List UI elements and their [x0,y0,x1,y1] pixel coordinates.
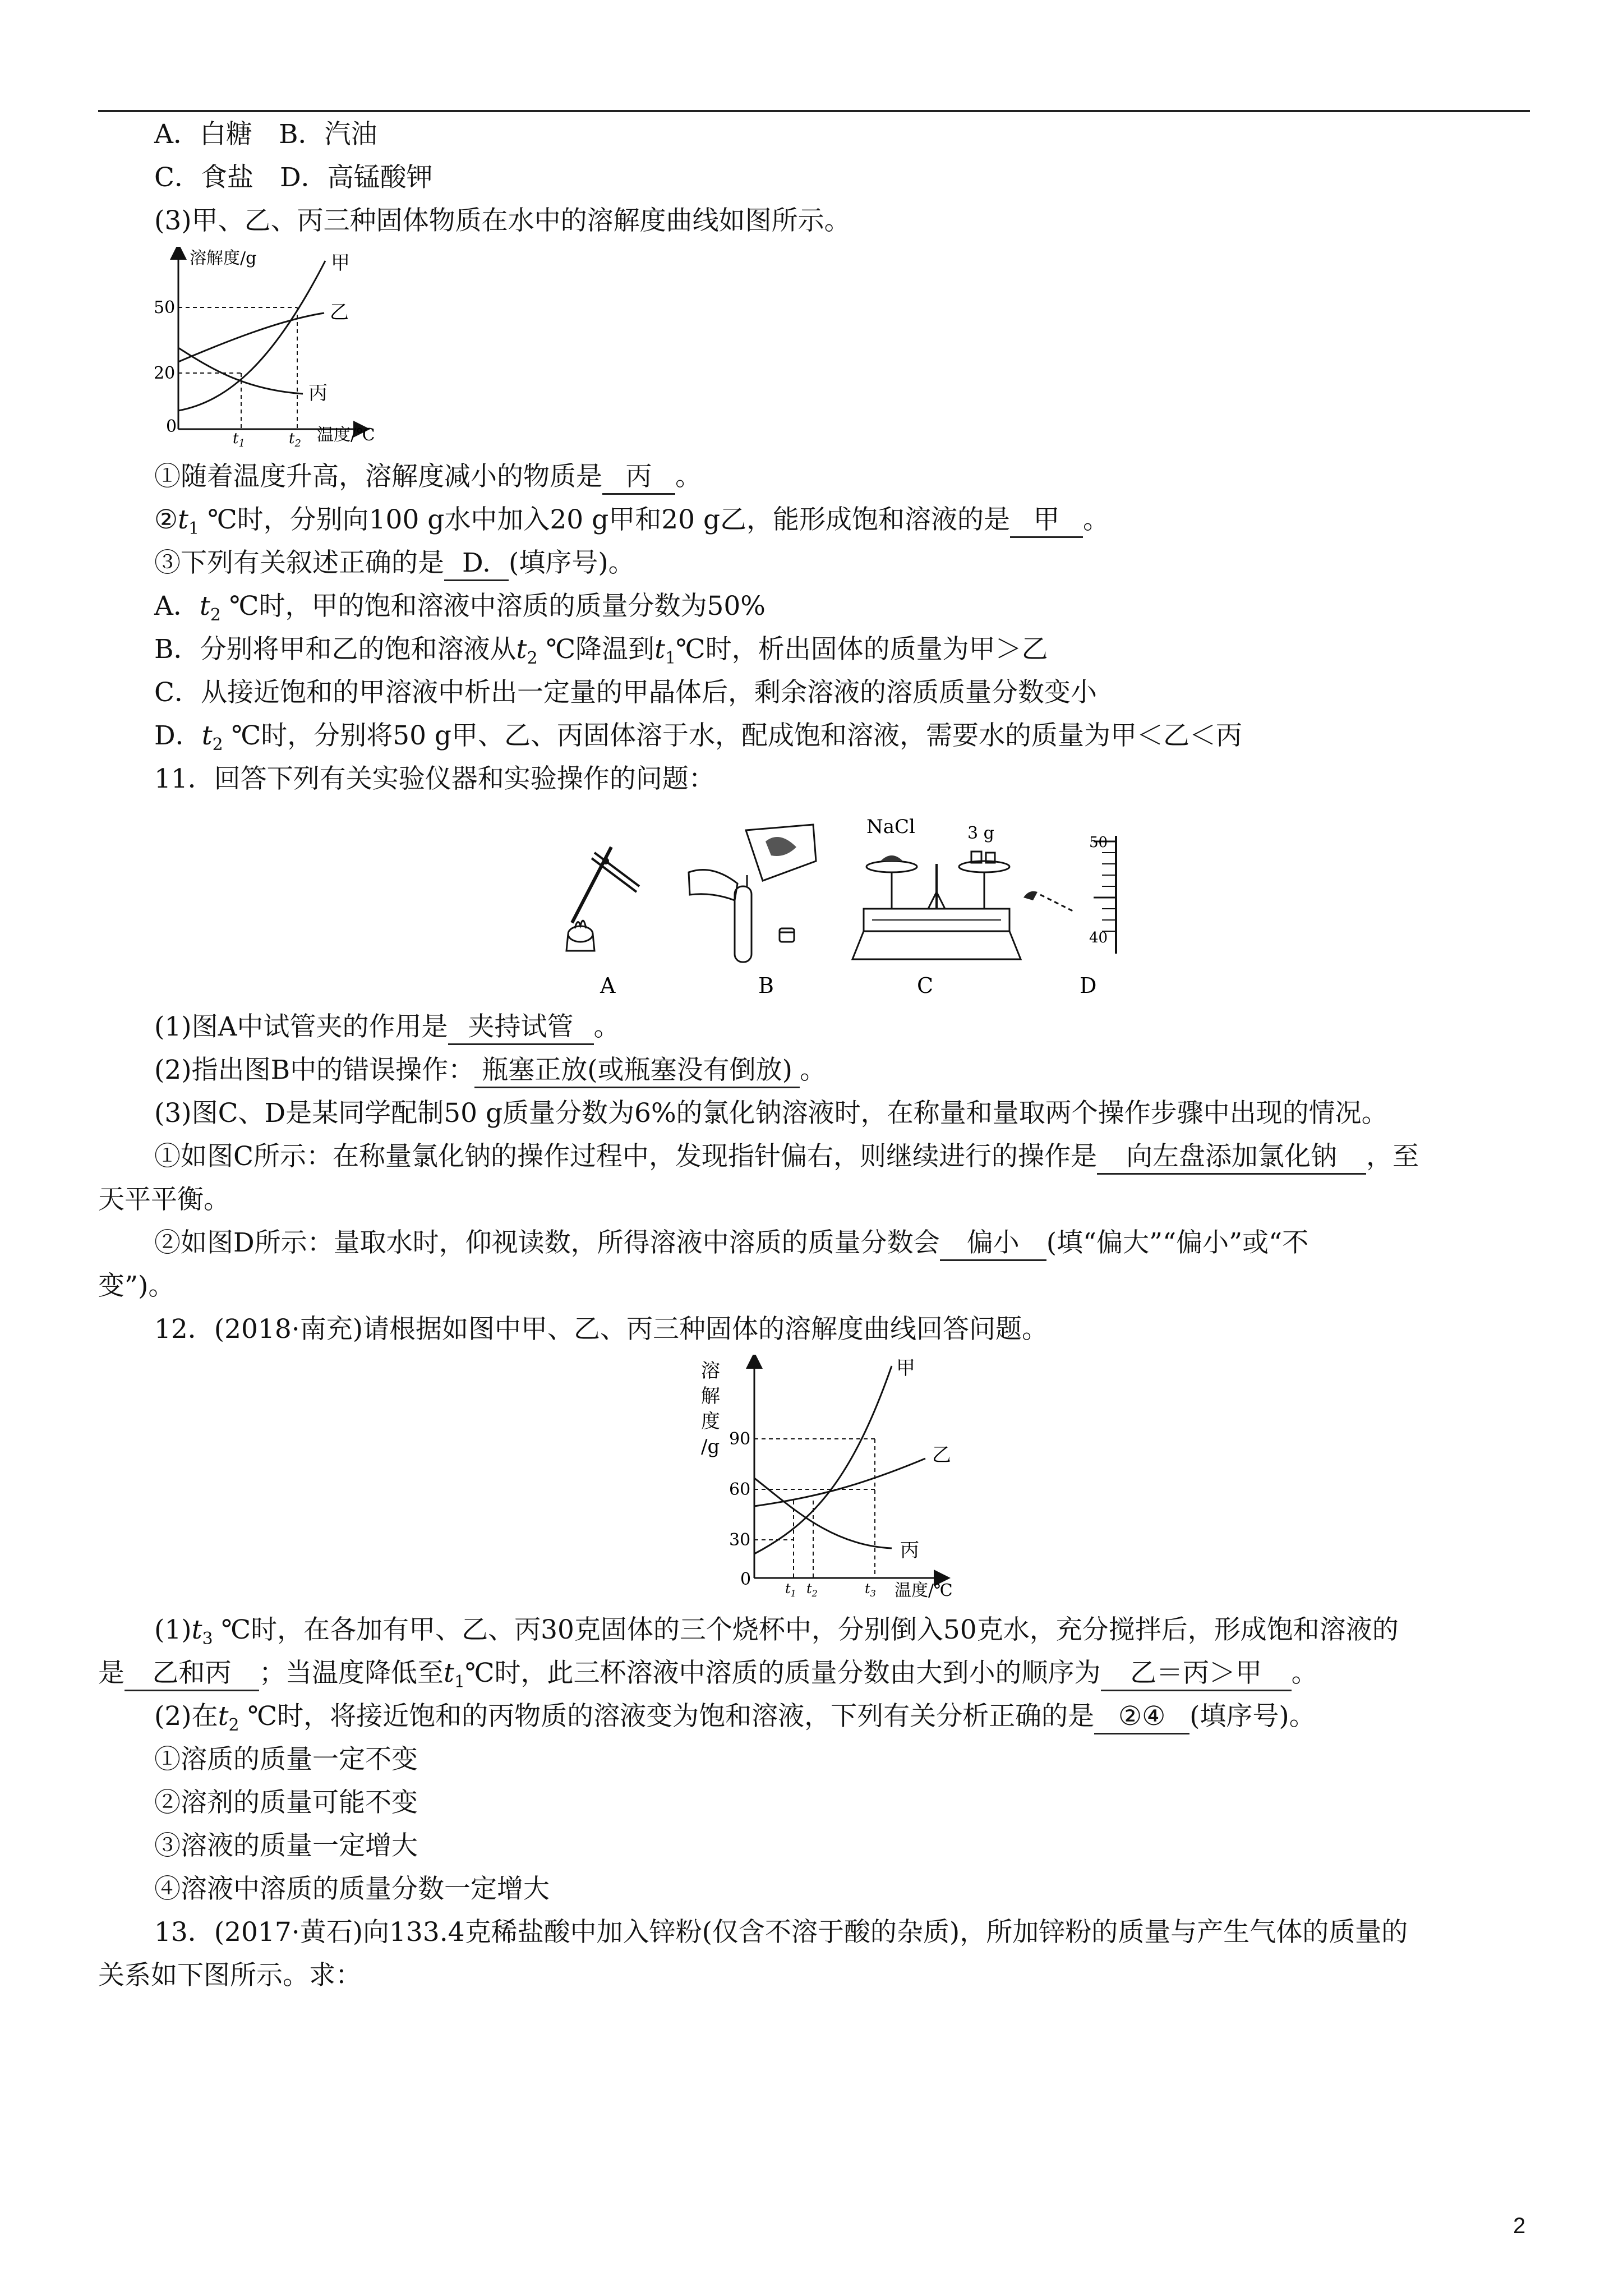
option-c: C．从接近饱和的甲溶液中析出一定量的甲晶体后，剩余溶液的溶质质量分数变小 [154,677,1097,708]
q12-option-1: ①溶质的质量一定不变 [154,1744,418,1775]
svg-text:NaCl: NaCl [866,816,915,838]
q12-part2: (2)在$t_2$ ℃时，将接近饱和的丙物质的溶液变为饱和溶液，下列有关分析正确的是 ②④ (填序号)。 [154,1701,1316,1735]
svg-text:溶: 溶 [701,1360,720,1382]
q10-3-sub2: $②t_1$ ℃时，分别向100 g水中加入20 g甲和20 g乙，能形成饱和溶液的是 甲 。 [154,504,1110,539]
label-yi: 乙 [932,1444,951,1466]
solubility-chart-2 [701,1355,993,1602]
svg-text:50: 50 [1089,834,1108,851]
tick-t1: $t_1$ [233,430,245,449]
q12-option-2: ②溶剂的质量可能不变 [154,1787,418,1818]
tick-90: 90 [729,1429,751,1449]
tick-50: 50 [154,298,176,318]
curve-bing [754,1478,892,1548]
q10-3-sub3: ③下列有关叙述正确的是 D. (填序号)。 [154,544,635,583]
label-bing: 丙 [308,382,328,404]
q11-part1: (1)图A中试管夹的作用是 夹持试管 。 [154,1007,620,1047]
q11-part3: (3)图C、D是某同学配制50 g质量分数为6%的氯化钠溶液时，在称量和量取两个操作步骤中出现的情况。 [154,1098,1388,1129]
q11-part3-sub1: ①如图C所示：在称量氯化钠的操作过程中，发现指针偏右，则继续进行的操作是 向左盘添加氯化钠 ，至 [154,1137,1419,1176]
answer-blank: ②④ [1094,1700,1189,1734]
label-yi: 乙 [330,301,349,324]
svg-text:/g: /g [701,1435,720,1458]
tick-t2: $t_2$ [289,430,301,449]
svg-text:解: 解 [701,1385,720,1407]
q12-option-3: ③溶液的质量一定增大 [154,1830,418,1861]
answer-blank: 甲 [1010,504,1083,538]
origin-0: 0 [740,1570,751,1589]
tick-t2: $t_2$ [806,1581,818,1599]
option-d: D．$t_2$ ℃时，分别将50 g甲、乙、丙固体溶于水，配成饱和溶液，需要水的质量为甲＜乙＜丙 [154,720,1243,754]
svg-text:度: 度 [701,1410,720,1433]
fig-label-b: B [758,973,774,998]
q10-3-stem: (3)甲、乙、丙三种固体物质在水中的溶解度曲线如图所示。 [154,205,851,236]
svg-text:40: 40 [1089,930,1108,946]
answer-blank: D. [444,547,509,581]
solubility-chart-1 [146,247,415,449]
tick-t1: $t_1$ [785,1581,796,1599]
q10-3-sub1: ①随着温度升高，溶解度减小的物质是 丙 。 [154,457,702,496]
q13-stem-line1: 13．(2017·黄石)向133.4克稀盐酸中加入锌粉(仅含不溶于酸的杂质)，所加锌粉的质量与产生气体的质量的 [154,1917,1408,1948]
x-axis-label: 温度/℃ [895,1581,953,1600]
figure-a-heating-icon [566,847,639,951]
q12-part1-cont: 是 乙和丙 ；当温度降低至$t_1℃$时，此三杯溶液中溶质的质量分数由大到小的顺序为 乙＝丙＞甲 。 [98,1658,1318,1692]
fig-label-a: A [600,973,616,998]
page-number: 2 [1513,2214,1526,2238]
q11-part3-sub1-cont: 天平平衡。 [98,1184,230,1215]
figure-d-cylinder-icon [1023,834,1116,954]
tick-t3: $t_3$ [865,1581,876,1599]
answer-blank: 向左盘添加氯化钠 [1097,1140,1366,1175]
answer-blank: 乙和丙 [125,1657,259,1691]
header-rule [98,110,1530,112]
q11-stem: 11．回答下列有关实验仪器和实验操作的问题： [154,763,715,794]
tick-60: 60 [729,1480,751,1499]
figure-b-pouring-icon [689,825,816,962]
tick-20: 20 [154,364,176,383]
q11-part3-sub2-cont: 变”)。 [98,1271,175,1301]
fig-label-d: D [1080,973,1097,998]
curve-jia [754,1366,892,1554]
tick-30: 30 [729,1530,751,1550]
q12-stem: 12．(2018·南充)请根据如图中甲、乙、丙三种固体的溶解度曲线回答问题。 [154,1314,1049,1345]
q13-stem-line2: 关系如下图所示。求： [98,1960,362,1991]
experiment-figure [550,808,1144,999]
origin-0: 0 [166,417,177,436]
label-jia: 甲 [896,1357,915,1379]
answer-blank: 偏小 [940,1227,1046,1261]
label-bing: 丙 [900,1539,919,1562]
q12-part1: $(1)t_3$ ℃时，在各加有甲、乙、丙30克固体的三个烧杯中，分别倒入50克水，充分搅拌后，形成饱和溶液的 [154,1614,1399,1649]
answer-blank: 丙 [602,461,675,495]
figure-c-balance-icon [852,816,1021,959]
fig-label-c: C [917,973,934,998]
curve-yi [178,313,324,362]
option-row-2: C．食盐 D．高锰酸钾 [154,162,433,193]
q12-option-4: ④溶液中溶质的质量分数一定增大 [154,1874,550,1904]
answer-blank: 夹持试管 [448,1011,594,1045]
label-jia: 甲 [331,252,350,274]
answer-blank: 乙＝丙＞甲 [1101,1657,1292,1691]
option-b: B．分别将甲和乙的饱和溶液从$t_2$ ℃降温到$t_1℃$时，析出固体的质量为甲＞乙 [154,634,1048,668]
answer-blank: 瓶塞正放(或瓶塞没有倒放) [474,1054,800,1088]
q11-part2: (2)指出图B中的错误操作： 瓶塞正放(或瓶塞没有倒放) 。 [154,1051,826,1090]
q11-part3-sub2: ②如图D所示：量取水时，仰视读数，所得溶液中溶质的质量分数会 偏小 (填“偏大”“偏小”或“不 [154,1223,1308,1263]
option-row-1: A．白糖 B．汽油 [154,119,377,150]
option-a: A．$t_2$ ℃时，甲的饱和溶液中溶质的质量分数为50% [154,591,766,625]
curve-jia [178,261,325,411]
y-axis-label: 溶解度/g [190,249,257,268]
svg-text:3 g: 3 g [967,823,994,843]
x-axis-label: 温度/℃ [317,425,375,445]
